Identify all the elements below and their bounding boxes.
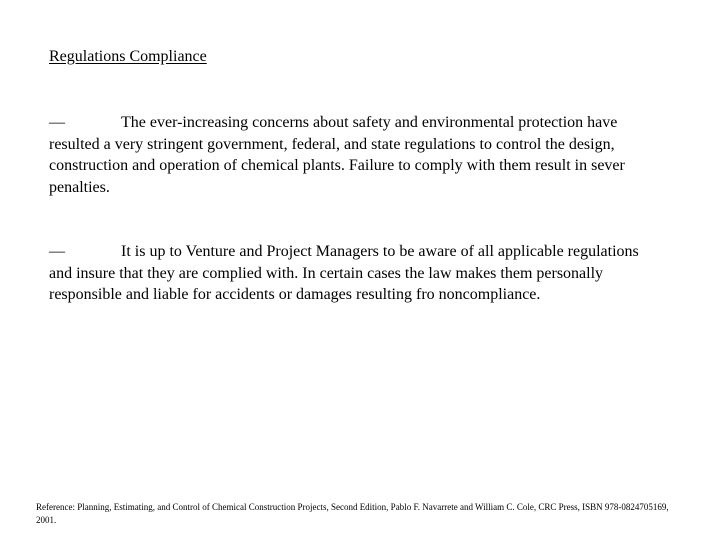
bullet-dash: — [49,114,65,131]
bullet-text: The ever-increasing concerns about safety and environmental protection have resulted a very stringent government, federal, and state regulations to control the design, construction and operation of chemical plants. Failure to comply with them result in sever penalties. [49,114,625,196]
bullet-paragraph-managers [49,241,659,306]
reference-footnote: Reference: Planning, Estimating, and Control of Chemical Construction Projects, Second Edition, Pablo F. Navarrete and William C. Cole, CRC Press, ISBN 978-0824705169, 2001. [36,502,669,525]
bullet-text: It is up to Venture and Project Managers to be aware of all applicable regulations and insure that they are complied with. In certain cases the law makes them personally responsible and liable for accidents or damages resulting fro noncompliance. [49,243,639,303]
slide-title: Regulations Compliance [49,48,207,65]
bullet-dash: — [49,243,65,260]
bullet-paragraph-safety [49,112,659,198]
